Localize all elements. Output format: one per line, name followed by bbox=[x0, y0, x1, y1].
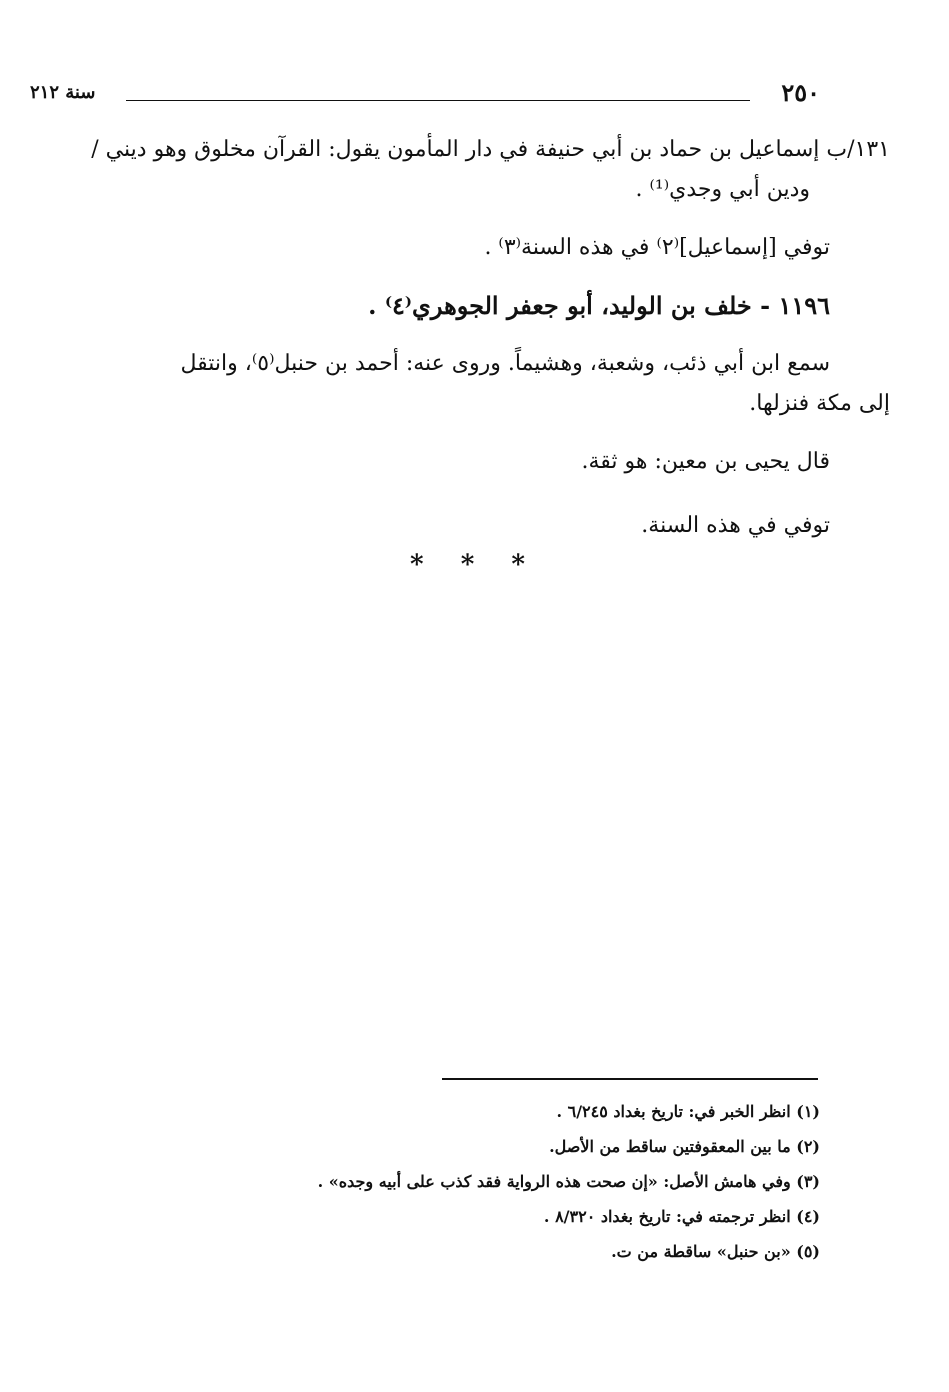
footnote-rule bbox=[442, 1078, 818, 1080]
header-rule bbox=[126, 100, 750, 101]
margin-marker: ١٣١/ب bbox=[826, 137, 890, 162]
paragraph-line: سمع ابن أبي ذئب، وشعبة، وهشيماً. وروى عنه: أحمد بن حنبل⁽٥⁾، وانتقل bbox=[180, 351, 830, 376]
text-line bbox=[60, 130, 890, 170]
running-head: سنة ٢١٢ bbox=[30, 82, 96, 103]
main-text bbox=[60, 130, 890, 546]
footnotes bbox=[260, 1094, 820, 1269]
entry-heading: ١١٩٦ - خلف بن الوليد، أبو جعفر الجوهري⁽٤⁾ . bbox=[368, 291, 830, 320]
footnote: (٤) انظر ترجمته في: تاريخ بغداد ٨/٣٢٠ . bbox=[543, 1207, 820, 1226]
footnote: (١) انظر الخبر في: تاريخ بغداد ٦/٢٤٥ . bbox=[556, 1102, 820, 1121]
quote-line: قال يحيى بن معين: هو ثقة. bbox=[581, 449, 830, 474]
footnote: (٥) «بن حنبل» ساقطة من ت. bbox=[611, 1242, 820, 1261]
section-separator: * * * bbox=[410, 550, 539, 580]
text-line-content: إسماعيل بن حماد بن أبي حنيفة في دار المأمون يقول: القرآن مخلوق وهو ديني / bbox=[91, 137, 820, 162]
paragraph-line: إلى مكة فنزلها. bbox=[749, 391, 890, 416]
page-number: ٢٥٠ bbox=[781, 78, 820, 107]
footnote: (٢) ما بين المعقوفتين ساقط من الأصل. bbox=[549, 1137, 820, 1156]
death-note: توفي في هذه السنة. bbox=[641, 513, 830, 538]
footnote: (٣) وفي هامش الأصل: «إن صحت هذه الرواية فقد كذب على أبيه وجده» . bbox=[317, 1172, 820, 1191]
death-note: توفي [إسماعيل]⁽٢⁾ في هذه السنة⁽٣⁾ . bbox=[484, 235, 830, 260]
page-header bbox=[30, 78, 820, 114]
text-line: ودين أبي وجدي⁽¹⁾ . bbox=[635, 177, 810, 202]
